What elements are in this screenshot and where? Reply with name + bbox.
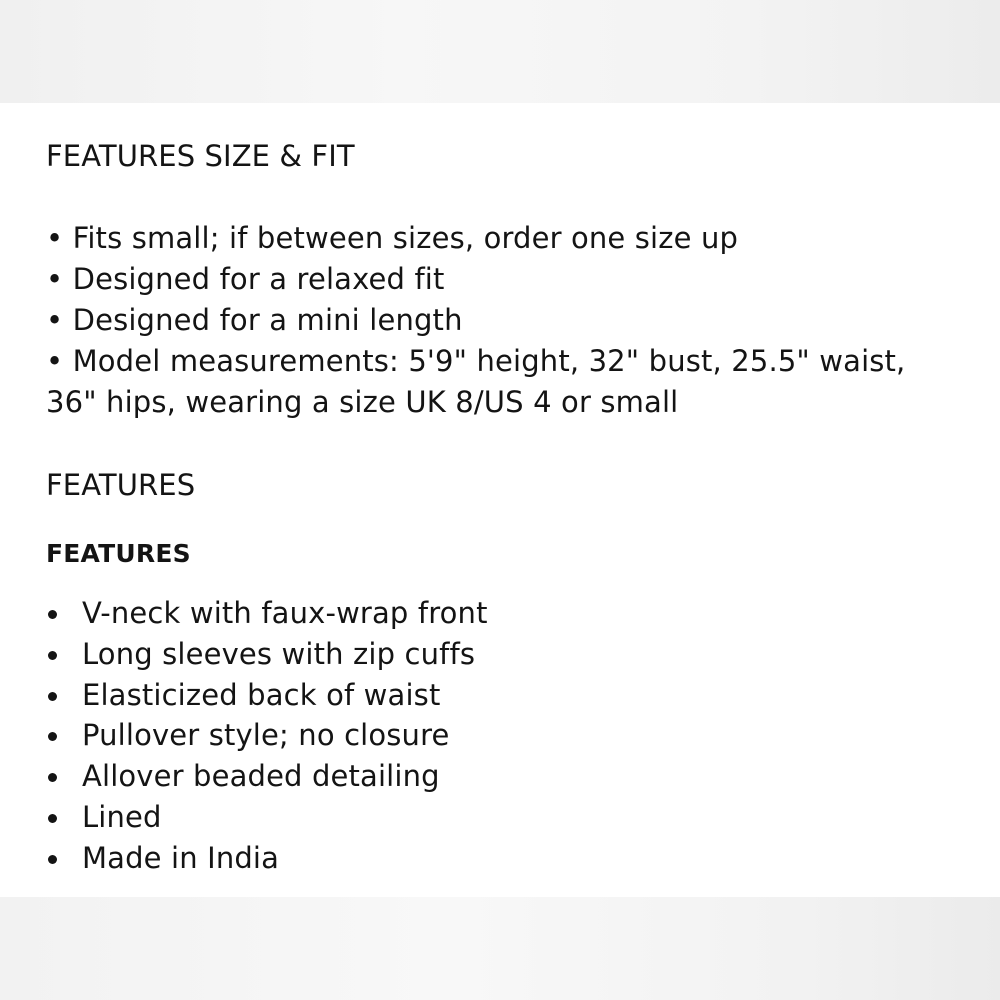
photo-background-top (0, 0, 1000, 103)
feature-item (46, 593, 1000, 634)
bullet-icon (48, 732, 57, 741)
feature-item-text: Allover beaded detailing (82, 759, 440, 794)
feature-item-text: Lined (82, 799, 162, 834)
feature-item (46, 756, 1000, 797)
description-card (0, 103, 1000, 897)
feature-item (46, 838, 1000, 879)
feature-item (46, 797, 1000, 838)
feature-item-text: V-neck with faux-wrap front (82, 596, 488, 630)
size-fit-item: • Designed for a relaxed fit (46, 262, 445, 296)
bullet-icon (48, 814, 57, 823)
bullet-icon (48, 855, 57, 864)
size-fit-heading: FEATURES SIZE & FIT (46, 139, 355, 173)
size-fit-item: • Designed for a mini length (46, 303, 463, 337)
feature-item-text: Elasticized back of waist (82, 677, 441, 712)
photo-background-bottom (0, 897, 1000, 1000)
size-fit-list (46, 218, 946, 423)
bullet-icon (48, 651, 57, 660)
feature-item-text: Long sleeves with zip cuffs (82, 636, 476, 671)
bullet-icon (48, 692, 57, 701)
feature-item (46, 715, 1000, 756)
features-heading: FEATURES (46, 468, 196, 502)
size-fit-item: • Model measurements: 5'9" height, 32" bust, 25.5" waist, 36" hips, wearing a size UK 8/US 4 or small (46, 344, 906, 419)
size-fit-item: • Fits small; if between sizes, order one size up (46, 221, 739, 255)
bullet-icon (48, 610, 57, 619)
features-subheading: FEATURES (46, 539, 191, 568)
bullet-icon (48, 773, 57, 782)
feature-item-text: Made in India (82, 840, 280, 875)
feature-item (46, 675, 1000, 716)
feature-item-text: Pullover style; no closure (82, 718, 450, 753)
feature-item (46, 634, 1000, 675)
features-list (46, 593, 1000, 879)
